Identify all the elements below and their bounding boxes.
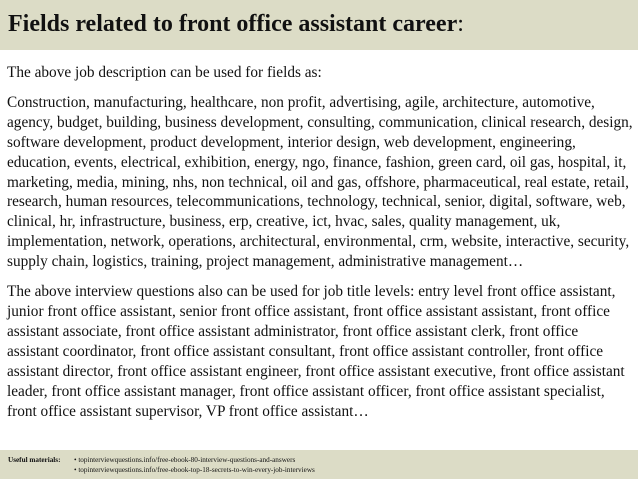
slide-title-text: Fields related to front office assistant career: [8, 11, 458, 37]
intro-paragraph: The above job description can be used for fields as:: [7, 64, 322, 81]
footer-links: [74, 456, 315, 475]
footer-bar: [0, 450, 638, 479]
job-titles-paragraph: The above interview questions also can be used for job title levels: entry level front office assistant, junior front office assistant, senior front office assistant, front office assistant assistant, front office assistant associate, front office assistant administrator, front office assistant clerk, front office assistant coordinator, front office assistant consultant, front office assistant controller, front office assistant director, front office assistant engineer, front office assistant executive, front office assistant leader, front office assistant manager, front office assistant officer, front office assistant specialist, front office assistant supervisor, VP front office assistant…: [7, 283, 625, 420]
slide-title: [8, 11, 464, 38]
slide-title-colon: :: [457, 11, 464, 37]
footer-link-ebook-80-questions[interactable]: • topinterviewquestions.info/free-ebook-80-interview-questions-and-answers: [74, 456, 296, 464]
slide-content: [7, 63, 633, 421]
footer-link-ebook-18-secrets[interactable]: • topinterviewquestions.info/free-ebook-top-18-secrets-to-win-every-job-interviews: [74, 465, 315, 474]
footer-label: Useful materials:: [8, 456, 61, 464]
fields-paragraph: Construction, manufacturing, healthcare, non profit, advertising, agile, architecture, automotive, agency, budget, building, business development, consulting, communication, clinical research, design, software development, product development, interior design, web development, engineering, education, events, electrical, exhibition, energy, ngo, finance, fashion, green card, oil gas, hospital, it, marketing, media, mining, nhs, non technical, oil and gas, offshore, pharmaceutical, real estate, retail, research, human resources, telecommunications, technology, technical, senior, digital, software, web, clinical, hr, infrastructure, business, erp, creative, ict, hvac, sales, quality management, uk, implementation, network, operations, architectural, environmental, crm, website, interactive, security, supply chain, logistics, training, project management, administrative management…: [7, 93, 633, 271]
title-bar: [0, 0, 638, 50]
